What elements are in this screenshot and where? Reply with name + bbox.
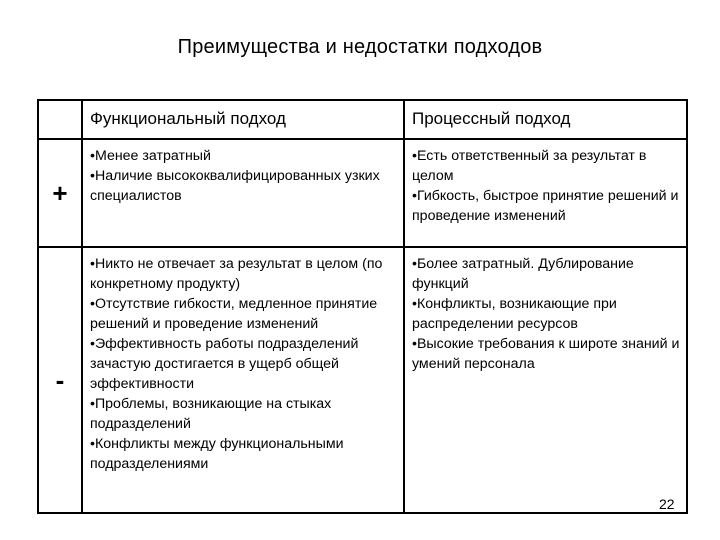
list-item: •Гибкость, быстрое принятие решений и проведение изменений bbox=[412, 188, 679, 224]
advantages-functional-list bbox=[83, 140, 403, 206]
minus-sign: - bbox=[55, 364, 65, 395]
disadvantages-sign-cell bbox=[38, 247, 82, 513]
list-item: •Наличие высококвалифицированных узких специалистов bbox=[90, 168, 380, 204]
header-process-cell bbox=[404, 100, 687, 139]
list-item: •Никто не отвечает за результат в целом (по конкретному продукту) bbox=[90, 256, 383, 292]
list-item: •Отсутствие гибкости, медленное принятие решений и проведение изменений bbox=[90, 296, 378, 332]
list-item: •Конфликты между функциональными подразделениями bbox=[90, 436, 344, 472]
list-item: •Эффективность работы подразделений зачастую достигается в ущерб общей эффективности bbox=[90, 336, 359, 392]
comparison-table bbox=[37, 99, 688, 514]
header-corner-cell bbox=[38, 100, 82, 139]
advantages-functional-cell bbox=[82, 139, 404, 247]
disadvantages-functional-list bbox=[83, 248, 403, 474]
slide-title: Преимущества и недостатки подходов bbox=[177, 36, 543, 58]
list-item: •Есть ответственный за результат в целом bbox=[412, 148, 647, 184]
list-item: •Высокие требования к широте знаний и умений персонала bbox=[412, 336, 680, 372]
header-functional-cell bbox=[82, 100, 404, 139]
list-item: •Менее затратный bbox=[90, 148, 211, 164]
advantages-sign-cell bbox=[38, 139, 82, 247]
advantages-process-cell bbox=[404, 139, 687, 247]
list-item: •Проблемы, возникающие на стыках подразделений bbox=[90, 396, 332, 432]
disadvantages-process-list bbox=[405, 248, 686, 374]
header-functional-approach: Функциональный подход bbox=[90, 109, 286, 128]
table-header-row bbox=[38, 100, 687, 139]
list-item: •Конфликты, возникающие при распределении ресурсов bbox=[412, 296, 617, 332]
disadvantages-process-cell bbox=[404, 247, 687, 513]
page-number: 22 bbox=[659, 496, 675, 512]
header-process-approach: Процессный подход bbox=[412, 109, 571, 128]
table-row-advantages bbox=[38, 139, 687, 247]
table-row-disadvantages bbox=[38, 247, 687, 513]
disadvantages-functional-cell bbox=[82, 247, 404, 513]
list-item: •Более затратный. Дублирование функций bbox=[412, 256, 634, 292]
advantages-process-list bbox=[405, 140, 686, 226]
plus-sign: + bbox=[52, 177, 68, 208]
